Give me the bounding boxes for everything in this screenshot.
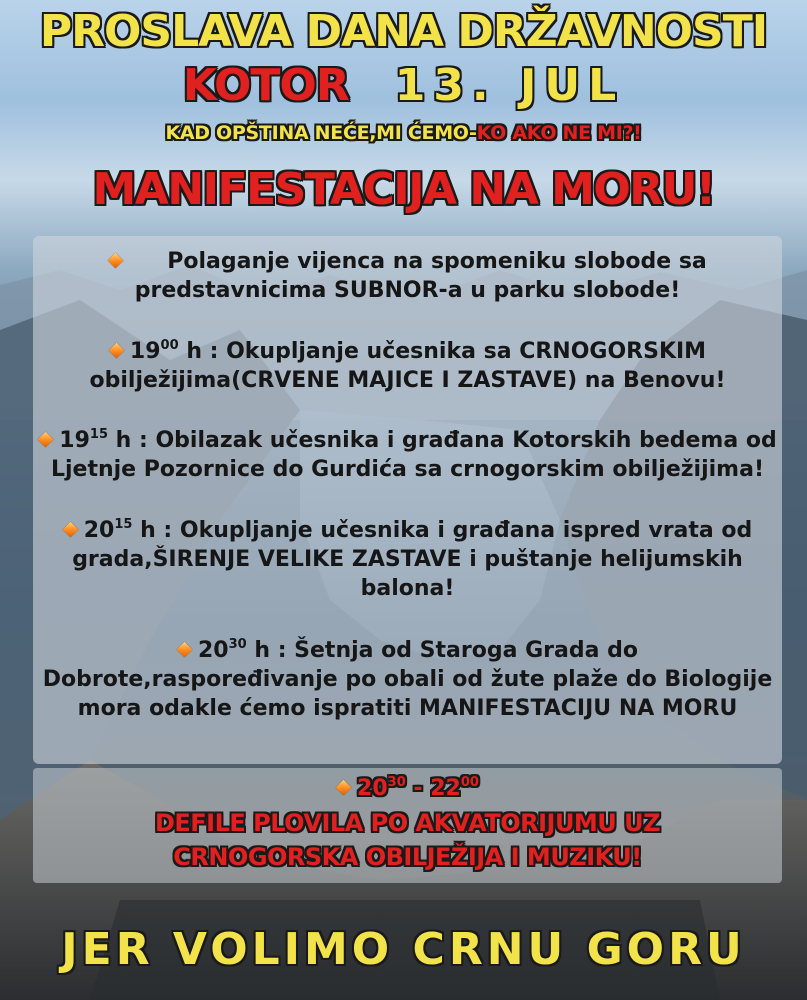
program-item-2-line1: h : Okupljanje učesnika sa CRNOGORSKIM <box>186 339 707 364</box>
program-item-3-minutes: 15 <box>89 427 108 442</box>
program-item-1-line2: predstavnicima SUBNOR-a u parku slobode! <box>134 278 681 303</box>
defile-time <box>33 776 782 801</box>
orange-diamond-icon <box>108 253 124 269</box>
defile-text <box>33 806 782 874</box>
program-item-3-line2: Ljetnje Pozornice do Gurdića sa crnogorskim obilježijima! <box>50 457 764 482</box>
program-item-4 <box>33 516 782 603</box>
program-item-3-line1: h : Obilazak učesnika i građana Kotorskih bedema od <box>115 428 777 453</box>
program-item-5-line3: mora odakle ćemo ispratiti MANIFESTACIJU NA MORU <box>77 696 738 721</box>
slogan <box>0 122 807 144</box>
defile-start-hour: 20 <box>357 776 388 801</box>
program-item-5-line2: Dobrote,raspoređivanje po obali od žute plaže do Biologije <box>42 667 773 692</box>
program-item-5 <box>33 636 782 723</box>
program-item-2 <box>33 337 782 395</box>
program-item-5-hour: 20 <box>198 638 229 663</box>
defile-end-hour: 22 <box>430 776 461 801</box>
program-item-1-line1: Polaganje vijenca na spomeniku slobode sa <box>167 249 707 274</box>
program-item-1 <box>33 247 782 305</box>
defile-line1: DEFILE PLOVILA PO AKVATORIJUMU UZ <box>154 809 661 837</box>
orange-diamond-icon <box>109 343 125 359</box>
orange-diamond-icon <box>177 642 193 658</box>
program-item-2-hour: 19 <box>129 339 161 364</box>
program-item-4-line3: balona! <box>360 576 455 601</box>
defile-end-minutes: 00 <box>460 775 479 790</box>
program-item-4-hour: 20 <box>83 518 115 543</box>
program-item-4-minutes: 15 <box>114 517 133 532</box>
defile-separator: - <box>413 776 423 801</box>
title-line-1: PROSLAVA DANA DRŽAVNOSTI <box>39 6 768 57</box>
city-name: KOTOR <box>182 60 349 111</box>
footer-slogan: JER VOLIMO CRNU GORU <box>61 924 746 975</box>
program-item-5-minutes: 30 <box>228 637 247 652</box>
orange-diamond-icon <box>38 432 54 448</box>
title-line-2 <box>0 60 807 111</box>
orange-diamond-icon <box>336 780 352 796</box>
program-item-5-line1: h : Šetnja od Staroga Grada do <box>254 638 638 663</box>
event-date: 13. JUL <box>394 60 625 111</box>
program-item-4-line1: h : Okupljanje učesnika i građana ispred vrata od <box>140 518 753 543</box>
defile-line2: CRNOGORSKA OBILJEŽIJA I MUZIKU! <box>173 843 642 871</box>
slogan-red: KO AKO NE MI?! <box>476 122 642 144</box>
program-item-2-line2: obilježijima(CRVENE MAJICE I ZASTAVE) na Benovu! <box>89 368 726 393</box>
program-item-3-hour: 19 <box>59 428 90 453</box>
slogan-yellow: KAD OPŠTINA NEĆE,MI ĆEMO- <box>165 122 477 144</box>
defile-start-minutes: 30 <box>387 775 406 790</box>
program-item-4-line2: grada,ŠIRENJE VELIKE ZASTAVE i puštanje helijumskih <box>72 547 743 572</box>
orange-diamond-icon <box>62 522 78 538</box>
program-item-3 <box>33 426 782 484</box>
headline: MANIFESTACIJA NA MORU! <box>92 164 715 215</box>
program-item-2-minutes: 00 <box>160 338 179 353</box>
